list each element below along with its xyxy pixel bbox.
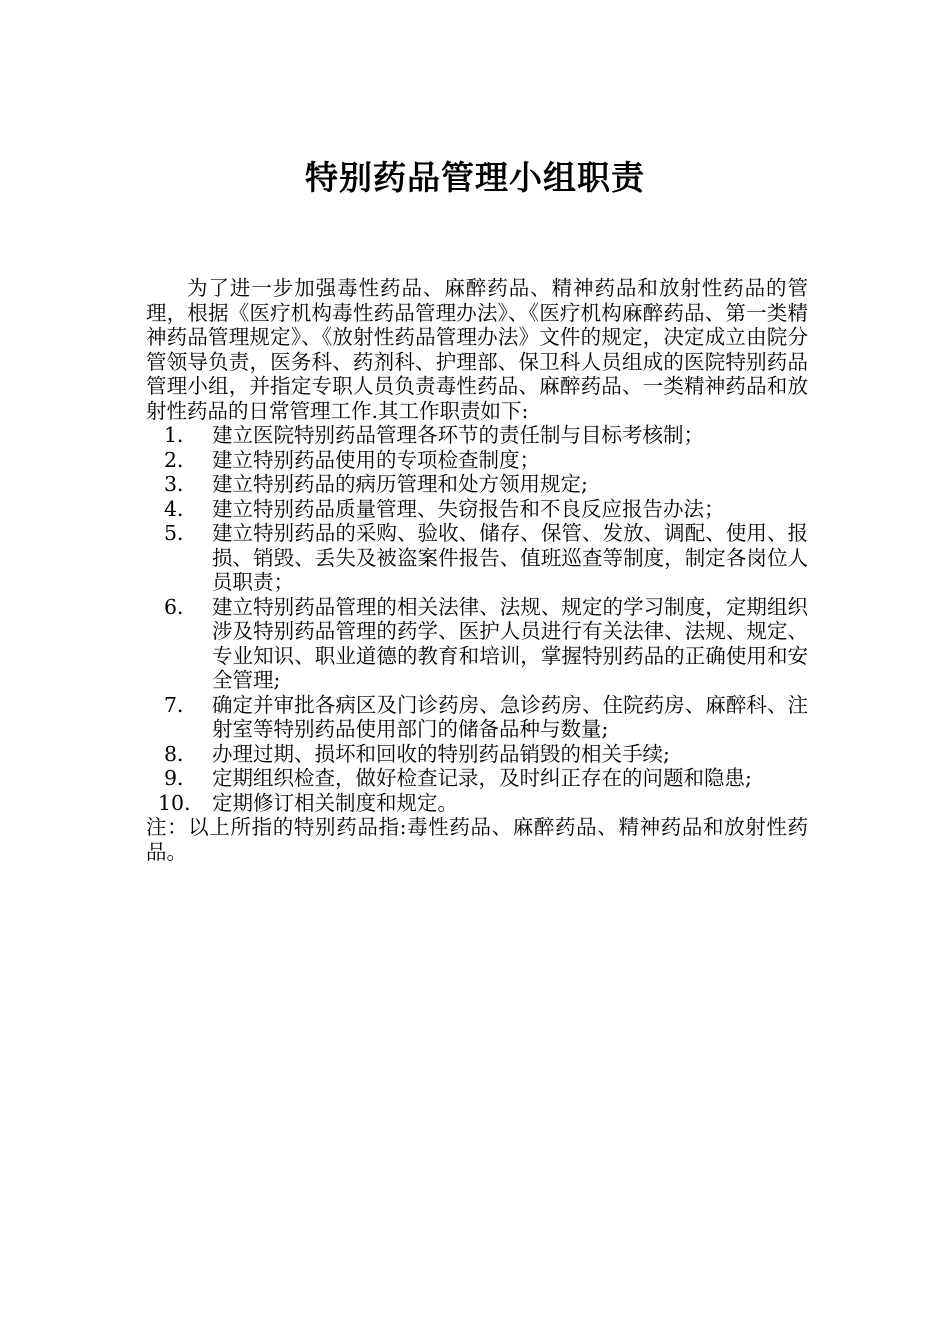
- duty-number: 1．: [164, 423, 198, 447]
- duty-text: 建立特别药品质量管理、失窃报告和不良反应报告办法；: [212, 496, 725, 521]
- duty-item-10: [146, 791, 808, 816]
- duty-text: 建立特别药品使用的专项检查制度；: [212, 447, 540, 472]
- note-paragraph: 注：以上所指的特别药品指:毒性药品、麻醉药品、精神药品和放射性药品。: [146, 815, 808, 864]
- duty-number: 10．: [158, 790, 205, 815]
- duty-item-6: [146, 595, 808, 693]
- duty-number: 3．: [164, 472, 198, 496]
- duty-text: 建立特别药品的病历管理和处方领用规定;: [212, 472, 588, 496]
- duty-item-7: [146, 693, 808, 742]
- duty-list: [146, 423, 808, 815]
- duty-text: 定期组织检查，做好检查记录，及时纠正存在的问题和隐患;: [212, 766, 752, 790]
- duty-number: 9．: [164, 766, 198, 790]
- duty-text: 建立医院特别药品管理各环节的责任制与目标考核制；: [212, 423, 704, 447]
- duty-item-2: [146, 448, 808, 473]
- duty-text: 建立特别药品管理的相关法律、法规、规定的学习制度，定期组织涉及特别药品管理的药学、医护人员进行有关法律、法规、规定、专业知识、职业道德的教育和培训，掌握特别药品的正确使用和安全管理;: [212, 594, 808, 692]
- duty-item-4: [146, 497, 808, 522]
- duty-item-1: [146, 423, 808, 448]
- duty-text: 确定并审批各病区及门诊药房、急诊药房、住院药房、麻醉科、注射室等特别药品使用部门的储备品种与数量;: [212, 692, 808, 741]
- duty-number: 5．: [164, 521, 198, 545]
- duty-item-8: [146, 742, 808, 767]
- duty-number: 4．: [164, 496, 198, 521]
- duty-number: 7．: [164, 692, 198, 717]
- document-body: [146, 276, 808, 864]
- duty-text: 定期修订相关制度和规定。: [212, 790, 458, 815]
- document-title: 特别药品管理小组职责: [305, 158, 645, 197]
- duty-number: 6．: [164, 594, 198, 619]
- duty-number: 2．: [164, 447, 198, 472]
- duty-item-5: [146, 521, 808, 595]
- duty-text: 办理过期、损坏和回收的特别药品销毁的相关手续;: [212, 741, 670, 766]
- duty-item-9: [146, 766, 808, 791]
- intro-paragraph: 为了进一步加强毒性药品、麻醉药品、精神药品和放射性药品的管理，根据《医疗机构毒性药品管理办法》、《医疗机构麻醉药品、第一类精神药品管理规定》、《放射性药品管理办法》文件的规定，决定成立由院分管领导负责，医务科、药剂科、护理部、保卫科人员组成的医院特别药品管理小组，并指定专职人员负责毒性药品、麻醉药品、一类精神药品和放射性药品的日常管理工作.其工作职责如下:: [146, 276, 808, 423]
- duty-item-3: [146, 472, 808, 497]
- duty-text: 建立特别药品的采购、验收、储存、保管、发放、调配、使用、报损、销毁、丢失及被盗案件报告、值班巡查等制度，制定各岗位人员职责；: [212, 521, 808, 594]
- duty-number: 8．: [164, 741, 198, 766]
